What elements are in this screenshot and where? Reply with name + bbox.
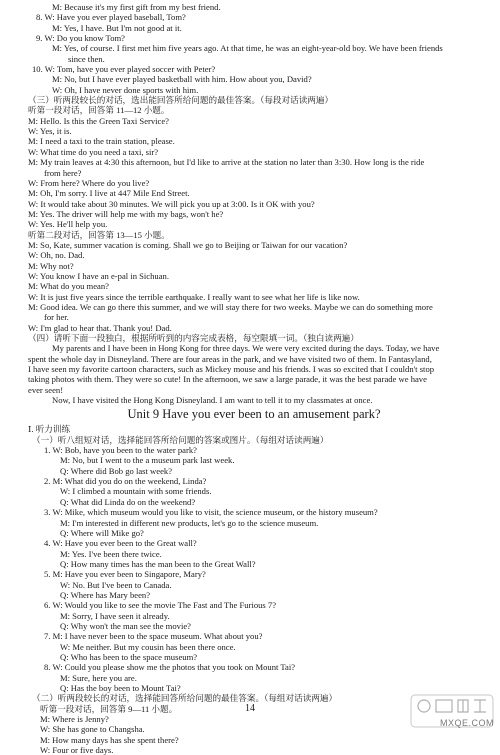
text-line: W: Yes, it is. xyxy=(28,126,72,137)
text-line: 8. W: Have you ever played baseball, Tom? xyxy=(36,12,186,23)
text-line: M: Why not? xyxy=(28,260,74,271)
text-line: M: What do you mean? xyxy=(28,281,109,292)
text-line: I have seen my favorite cartoon characters, such as Mickey mouse and his friends. I was so excited that I couldn't stop xyxy=(28,364,435,375)
text-line: W: I climbed a mountain with some friends. xyxy=(60,486,212,497)
text-line: M: So, Kate, summer vacation is coming. Shall we go to Beijing or Taiwan for our vacation? xyxy=(28,239,348,250)
text-line: M: Oh, I'm sorry. I live at 447 Mile End Street. xyxy=(28,188,190,199)
section-heading: （三）听两段较长的对话，选出能回答所给问题的最佳答案。（每段对话读两遍） xyxy=(28,95,334,106)
text-line: M: Yes, of course. I first met him five years ago. At that time, he was an eight-year-old boy. We have been friends xyxy=(52,43,443,54)
text-line: taking photos with them. They were so cute! In the afternoon, we saw a large parade, it was the best parade we have xyxy=(28,374,427,385)
text-line: M: Yes. I've been there twice. xyxy=(60,548,162,559)
text-line: M: No, but I went to the a museum park last week. xyxy=(60,455,235,466)
text-line: M: Sorry, I have seen it already. xyxy=(60,610,170,621)
text-line: 10. W: Tom, have you ever played soccer with Peter? xyxy=(32,64,216,75)
text-line: W: She has gone to Changsha. xyxy=(40,724,145,735)
text-line: Q: Where did Bob go last week? xyxy=(60,465,173,476)
text-line: W: What time do you need a taxi, sir? xyxy=(28,146,159,157)
text-line: for her. xyxy=(44,312,69,323)
text-line: M: I need a taxi to the train station, please. xyxy=(28,136,175,147)
section-subheading: 听第一段对话，回答第 11—12 小题。 xyxy=(28,105,170,116)
unit-title: Unit 9 Have you ever been to an amusement park? xyxy=(127,407,381,422)
section-heading: Ⅰ. 听力训练 xyxy=(28,424,71,435)
text-line: M: Hello. Is this the Green Taxi Service? xyxy=(28,115,169,126)
section-heading: （二）听两段较长的对话，选择能回答所给问题的最佳答案。（每组对话读两遍） xyxy=(32,693,338,704)
text-line: Now, I have visited the Hong Kong Disneyland. I am want to tell it to my classmates at once. xyxy=(52,395,373,406)
text-line: W: You know I have an e-pal in Sichuan. xyxy=(28,270,169,281)
section-subheading: 听第二段对话，回答第 13—15 小题。 xyxy=(28,229,170,240)
text-line: M: No, but I have ever played basketball with him. How about you, David? xyxy=(52,74,312,85)
text-line: 9. W: Do you know Tom? xyxy=(36,33,125,44)
text-line: Q: Why won't the man see the movie? xyxy=(60,620,191,631)
text-line: M: Yes. The driver will help me with my bags, won't he? xyxy=(28,208,224,219)
text-line: 5. M: Have you ever been to Singapore, Mary? xyxy=(44,569,206,580)
text-line: Q: Where has Mary been? xyxy=(60,589,151,600)
text-line: W: Oh, I have never done sports with him. xyxy=(52,84,199,95)
text-line: Q: Has the boy been to Mount Tai? xyxy=(60,683,181,693)
text-line: 7. M: I have never been to the space museum. What about you? xyxy=(44,631,263,642)
text-line: M: Yes, I have. But I'm not good at it. xyxy=(52,22,182,33)
text-line: from here? xyxy=(44,167,82,178)
text-line: W: It would take about 30 minutes. We will pick you up at 3:00. Is it OK with you? xyxy=(28,198,315,209)
text-line: W: Me neither. But my cousin has been there once. xyxy=(60,641,236,652)
text-line: 6. W: Would you like to see the movie The Fast and The Furious 7? xyxy=(44,600,277,611)
text-line: Q: Where will Mike go? xyxy=(60,527,144,538)
section-heading: （四）请听下面一段独白，根据所听到的内容完成表格，每空限填一词。（独白读两遍） xyxy=(28,333,359,343)
text-line: 8. W: Could you please show me the photos that you took on Mount Tai? xyxy=(44,662,296,673)
text-line: Q: How many times has the man been to the Great Wall? xyxy=(60,558,256,569)
text-line: ever seen! xyxy=(28,384,64,395)
text-line: 1. W: Bob, have you been to the water park? xyxy=(44,445,197,456)
text-line: W: No. But I've been to Canada. xyxy=(60,579,172,590)
section-subheading: 听第一段对话，回答第 9—11 小题。 xyxy=(40,703,178,714)
text-line: My parents and I have been in Hong Kong for three days. We were very excited during the days. Today, we have xyxy=(52,343,440,354)
text-line: W: Oh, no. Dad. xyxy=(28,250,85,261)
text-line: since then. xyxy=(68,53,105,64)
text-line: M: How many days has she spent there? xyxy=(40,734,179,745)
text-line: Q: Who has been to the space museum? xyxy=(60,651,198,662)
text-line: M: Because it's my first gift from my best friend. xyxy=(52,2,221,12)
text-line: 3. W: Mike, which museum would you like to visit, the science museum, or the history museum? xyxy=(44,507,378,518)
text-line: Q: What did Linda do on the weekend? xyxy=(60,496,196,507)
text-line: W: From here? Where do you live? xyxy=(28,177,150,188)
text-line: W: It is just five years since the terrible earthquake. I really want to see what her life is like now. xyxy=(28,291,360,302)
text-line: W: Four or five days. xyxy=(40,745,114,755)
page-number: 14 xyxy=(245,703,255,714)
watermark-text: MXQE.COM xyxy=(439,718,494,728)
text-line: W: I'm glad to hear that. Thank you! Dad. xyxy=(28,322,172,333)
text-line: spent the whole day in Disneyland. There are four areas in the park, and we have visited two of them. In Fantasyland, xyxy=(28,353,432,364)
text-line: M: My train leaves at 4:30 this afternoon, but I'd like to arrive at the station no later than 3:30. How long is the ride xyxy=(28,157,425,168)
text-line: M: I'm interested in different new products, let's go to the science museum. xyxy=(60,517,319,528)
text-line: W: Yes. He'll help you. xyxy=(28,219,108,230)
text-line: M: Sure, here you are. xyxy=(60,672,137,683)
text-line: M: Where is Jenny? xyxy=(40,714,109,725)
section-heading: （一）听八组短对话，选择能回答所给问题的答案或图片。（每组对话读两遍） xyxy=(32,434,329,445)
text-line: M: Good idea. We can go there this summer, and we will stay there for two weeks. Maybe we can do something more xyxy=(28,301,433,312)
text-line: 2. M: What did you do on the weekend, Linda? xyxy=(44,476,207,487)
text-line: 4. W: Have you ever been to the Great wall? xyxy=(44,538,197,549)
